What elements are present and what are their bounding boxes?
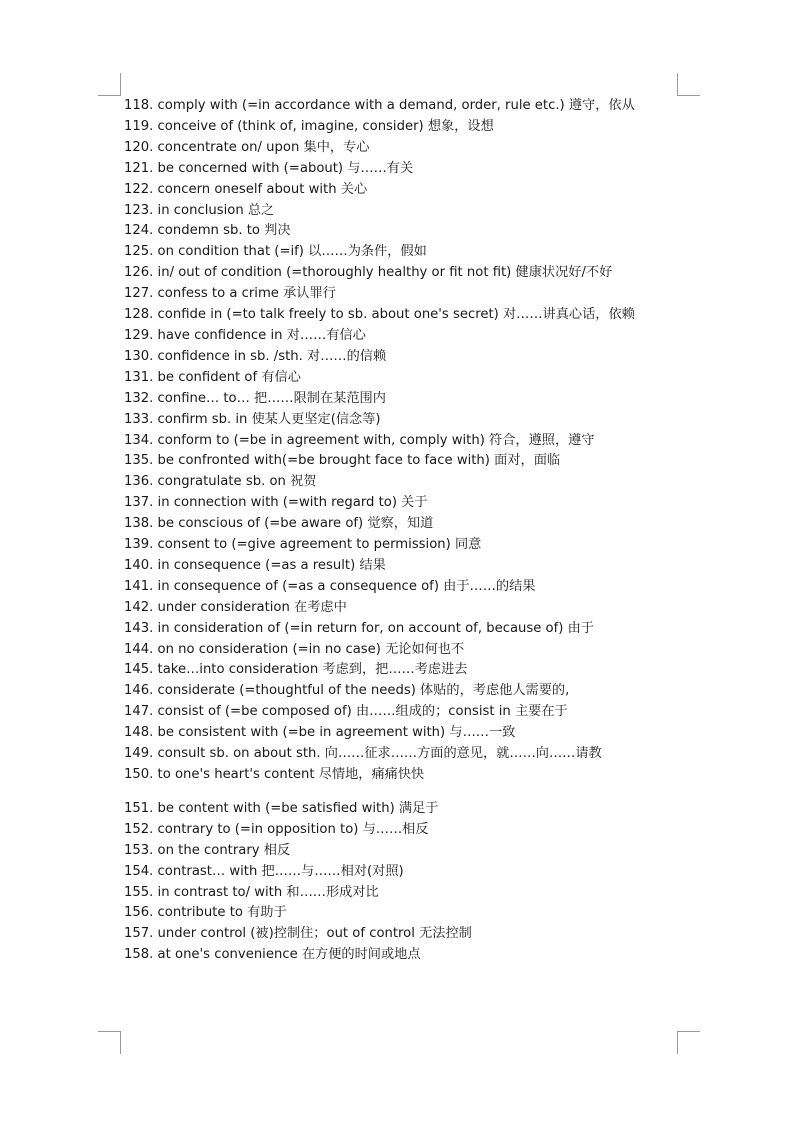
- vocabulary-entry: 150. to one's heart's content 尽情地，痛痛快快: [124, 767, 425, 782]
- vocabulary-entry: 126. in/ out of condition (=thoroughly healthy or fit not fit) 健康状况好/不好: [124, 265, 613, 281]
- vocabulary-entry: 157. under control (被)控制住；out of control 无法控制: [124, 926, 472, 942]
- vocabulary-entry: 123. in conclusion 总之: [124, 202, 275, 218]
- vocabulary-entry: 135. be confronted with(=be brought face to face with) 面对，面临: [124, 453, 561, 469]
- vocabulary-list: [124, 96, 676, 966]
- vocabulary-entry: 151. be content with (=be satisfied with) 满足于: [124, 800, 439, 816]
- vocabulary-entry: 141. in consequence of (=as a consequence of) 由于……的结果: [124, 578, 536, 594]
- blank-line: [124, 786, 676, 799]
- vocabulary-entry: 153. on the contrary 相反: [124, 842, 291, 858]
- vocabulary-entry: 145. take…into consideration 考虑到，把……考虑进去: [124, 662, 468, 678]
- vocabulary-entry: 139. consent to (=give agreement to permission) 同意: [124, 537, 482, 553]
- vocabulary-list-part-2: [124, 799, 676, 966]
- vocabulary-entry: 133. confirm sb. in 使某人更坚定(信念等): [124, 411, 381, 427]
- vocabulary-entry: 138. be conscious of (=be aware of) 觉察，知道: [124, 516, 434, 532]
- vocabulary-entry: 132. confine… to… 把……限制在某范围内: [124, 390, 386, 406]
- vocabulary-entry: 129. have confidence in 对……有信心: [124, 327, 366, 343]
- vocabulary-entry: 158. at one's convenience 在方便的时间或地点: [124, 947, 421, 963]
- vocabulary-entry: 142. under consideration 在考虑中: [124, 599, 347, 615]
- crop-mark-top-left: [98, 73, 121, 96]
- vocabulary-entry: 144. on no consideration (=in no case) 无论如何也不: [124, 641, 465, 657]
- crop-mark-bottom-left: [98, 1031, 121, 1054]
- crop-mark-top-right: [677, 73, 700, 96]
- vocabulary-entry: 152. contrary to (=in opposition to) 与……相反: [124, 821, 429, 837]
- vocabulary-list-part-1: [124, 96, 676, 786]
- vocabulary-entry: 146. considerate (=thoughtful of the needs) 体贴的，考虑他人需要的,: [124, 683, 570, 699]
- vocabulary-entry: 124. condemn sb. to 判决: [124, 223, 291, 239]
- crop-mark-bottom-right: [677, 1031, 700, 1054]
- vocabulary-entry: 147. consist of (=be composed of) 由……组成的；consist in 主要在于: [124, 704, 568, 720]
- vocabulary-entry: 155. in contrast to/ with 和……形成对比: [124, 884, 379, 900]
- vocabulary-entry: 140. in consequence (=as a result) 结果: [124, 557, 386, 573]
- vocabulary-entry: 122. concern oneself about with 关心: [124, 181, 368, 197]
- vocabulary-entry: 131. be confident of 有信心: [124, 369, 301, 385]
- vocabulary-entry: 134. conform to (=be in agreement with, comply with) 符合，遵照，遵守: [124, 432, 595, 448]
- vocabulary-entry: 120. concentrate on/ upon 集中，专心: [124, 139, 370, 155]
- vocabulary-entry: 156. contribute to 有助于: [124, 905, 287, 921]
- vocabulary-entry: 154. contrast… with 把……与……相对(对照): [124, 863, 404, 879]
- vocabulary-entry: 149. consult sb. on about sth. 向……征求……方面的意见，就……向……请教: [124, 746, 602, 762]
- vocabulary-entry: 127. confess to a crime 承认罪行: [124, 286, 336, 302]
- vocabulary-entry: 136. congratulate sb. on 祝贺: [124, 474, 317, 490]
- vocabulary-entry: 130. confidence in sb. /sth. 对……的信赖: [124, 348, 387, 364]
- vocabulary-entry: 148. be consistent with (=be in agreement with) 与……一致: [124, 725, 516, 741]
- vocabulary-entry: 118. comply with (=in accordance with a demand, order, rule etc.) 遵守，依从: [124, 98, 635, 113]
- vocabulary-entry: 119. conceive of (think of, imagine, consider) 想象，设想: [124, 118, 494, 134]
- vocabulary-entry: 143. in consideration of (=in return for, on account of, because of) 由于: [124, 620, 594, 636]
- vocabulary-entry: 121. be concerned with (=about) 与……有关: [124, 160, 414, 176]
- vocabulary-entry: 137. in connection with (=with regard to) 关于: [124, 495, 428, 511]
- vocabulary-entry: 128. confide in (=to talk freely to sb. about one's secret) 对……讲真心话，依赖: [124, 307, 635, 323]
- vocabulary-entry: 125. on condition that (=if) 以……为条件，假如: [124, 244, 427, 260]
